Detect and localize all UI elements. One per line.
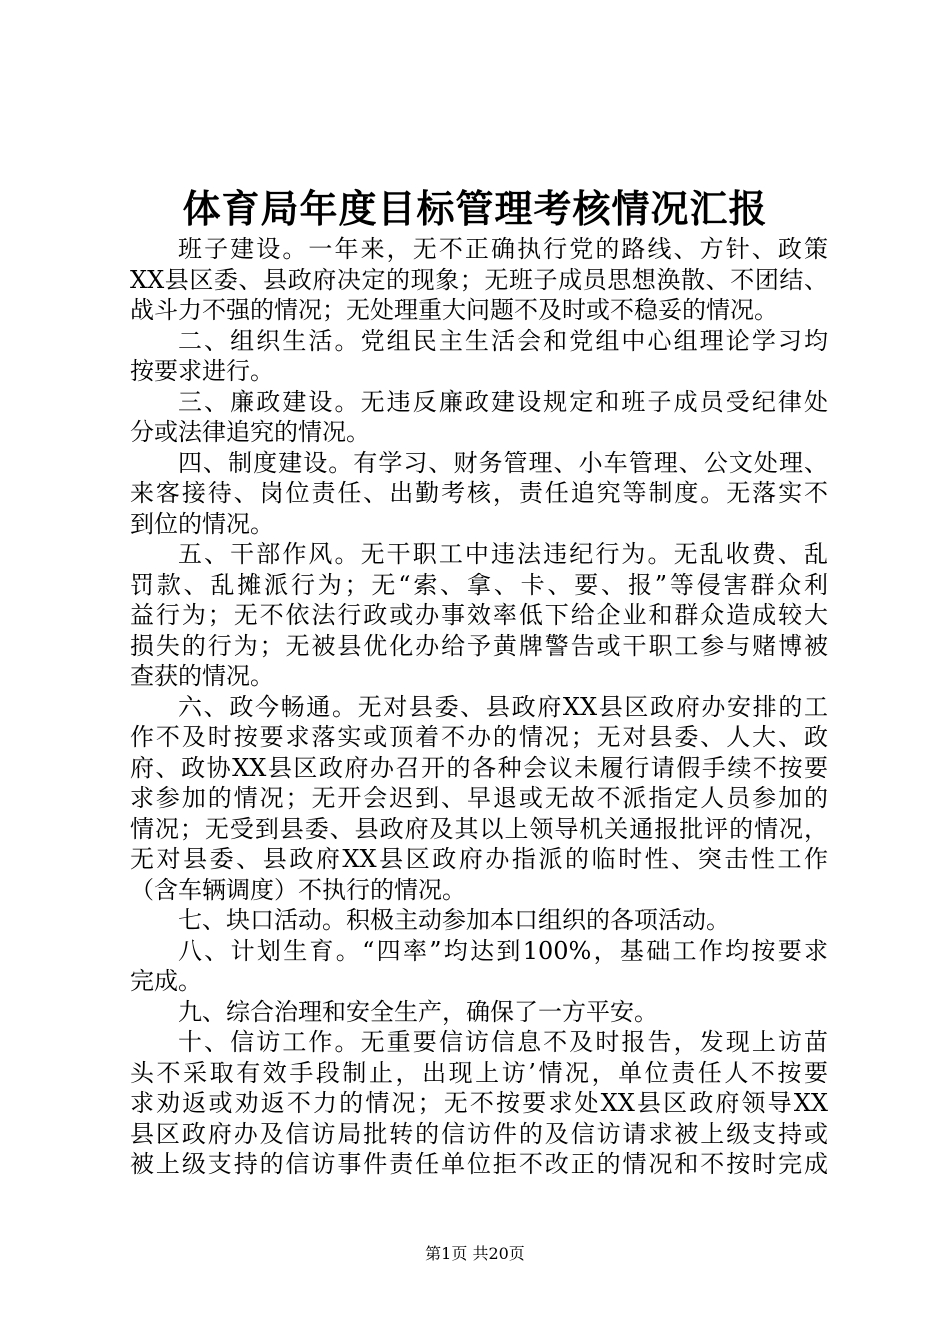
document-body	[130, 234, 828, 1180]
text-line: 府、政协XX县区政府办召开的各种会议未履行请假手续不按要	[130, 753, 828, 782]
text-line: 完成。	[130, 967, 202, 995]
text-line: 被上级支持的信访事件责任单位拒不改正的情况和不按时完成	[130, 1150, 828, 1178]
text-line: 八、计划生育。“四率”均达到100%，基础工作均按要求	[178, 936, 828, 965]
paragraph-cadre-style	[130, 539, 828, 692]
text-line: 班子建设。一年来，无不正确执行党的路线、方针、政策	[178, 235, 828, 263]
paragraph-family-planning	[130, 936, 828, 997]
text-line: 十、信访工作。无重要信访信息不及时报告，发现上访苗	[178, 1028, 828, 1056]
text-line: 按要求进行。	[130, 357, 274, 385]
text-line: 求劝返或劝返不力的情况；无不按要求处XX县区政府领导XX	[130, 1089, 828, 1117]
text-line: 三、廉政建设。无违反廉政建设规定和班子成员受纪律处	[178, 387, 828, 416]
text-line: 四、制度建设。有学习、财务管理、小车管理、公文处理、	[178, 448, 828, 477]
text-line: 分或法律追究的情况。	[130, 418, 370, 446]
text-line: 到位的情况。	[130, 509, 274, 538]
text-line: 头不采取有效手段制止，出现上访’情况，单位责任人不按要	[130, 1058, 828, 1087]
text-line: 损失的行为；无被县优化办给予黄牌警告或干职工参与赌博被	[130, 631, 828, 660]
text-line: 益行为；无不依法行政或办事效率低下给企业和群众造成较大	[130, 601, 828, 629]
paragraph-government-orders	[130, 692, 828, 906]
text-line: 二、组织生活。党组民主生活会和党组中心组理论学习均	[178, 326, 828, 355]
paragraph-comprehensive-governance	[130, 997, 828, 1028]
text-line: 六、政今畅通。无对县委、县政府XX县区政府办安排的工	[178, 692, 828, 721]
text-line: 九、综合治理和安全生产，确保了一方平安。	[178, 997, 658, 1026]
text-line: 七、块口活动。积极主动参加本口组织的各项活动。	[178, 906, 730, 934]
text-line: 县区政府办及信访局批转的信访件的及信访请求被上级支持或	[130, 1119, 828, 1148]
text-line: 战斗力不强的情况；无处理重大问题不及时或不稳妥的情况。	[130, 296, 778, 324]
paragraph-clean-government	[130, 387, 828, 448]
text-line: 无对县委、县政府XX县区政府办指派的临时性、突击性工作	[130, 845, 828, 873]
page-number-footer: 第1页 共20页	[425, 1244, 525, 1263]
text-line: 求参加的情况；无开会迟到、早退或无故不派指定人员参加的	[130, 784, 828, 812]
text-line: 五、干部作风。无干职工中违法违纪行为。无乱收费、乱	[178, 540, 828, 568]
paragraph-system-building	[130, 448, 828, 540]
paragraph-team-building	[130, 234, 828, 326]
paragraph-organization-life	[130, 326, 828, 387]
text-line: 来客接待、岗位责任、出勤考核，责任追究等制度。无落实不	[130, 479, 828, 507]
paragraph-petition-work	[130, 1027, 828, 1180]
text-line: 作不及时按要求落实或顶着不办的情况；无对县委、人大、政	[130, 723, 828, 751]
text-line: 查获的情况。	[130, 662, 274, 690]
text-line: 罚款、乱摊派行为；无“索、拿、卡、要、报”等侵害群众利	[130, 570, 828, 599]
text-line: （含车辆调度）不执行的情况。	[130, 875, 466, 904]
text-line: XX县区委、县政府决定的现象；无班子成员思想涣散、不团结、	[130, 265, 828, 294]
text-line: 情况；无受到县委、县政府及其以上领导机关通报批评的情况，	[130, 814, 828, 843]
paragraph-block-activities	[130, 905, 828, 936]
page-title: 体育局年度目标管理考核情况汇报	[182, 186, 768, 231]
